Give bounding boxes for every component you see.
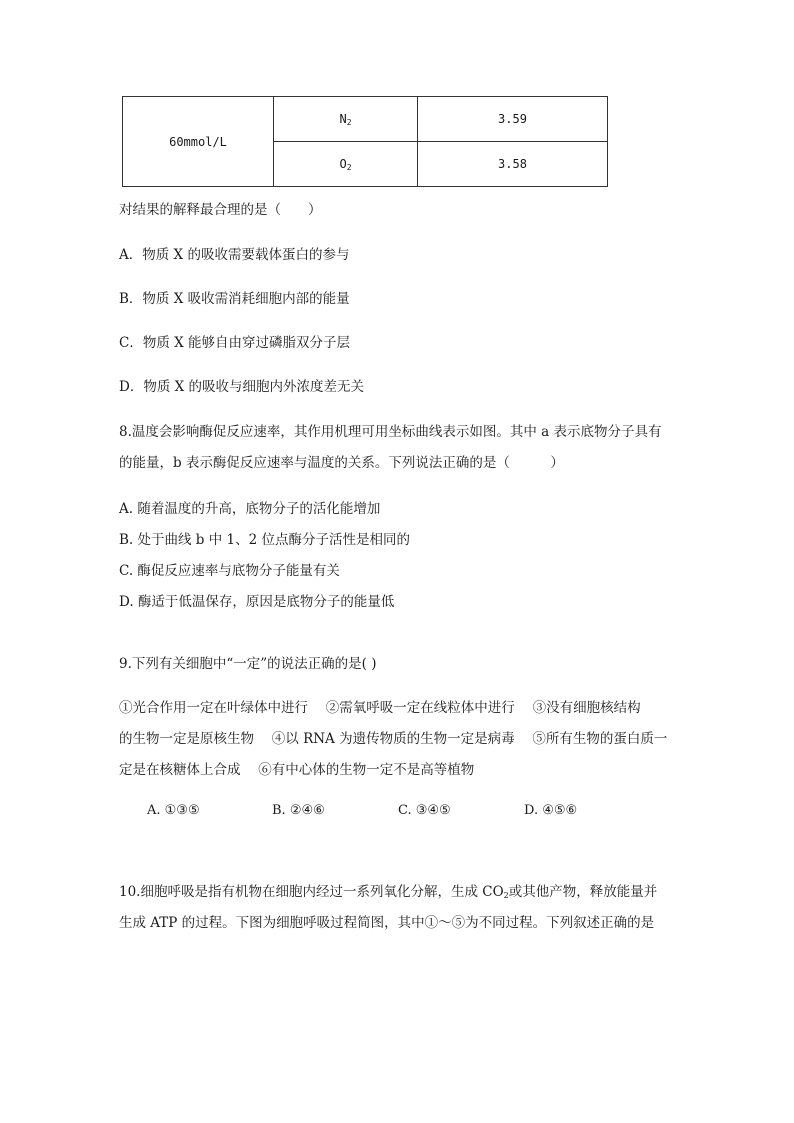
gas-subscript: 2	[346, 117, 352, 127]
q10-line1-text-b: 或其他产物，释放能量并	[508, 884, 658, 900]
value-cell	[418, 142, 608, 187]
q8-stem-line2: 的能量，b 表示酶促反应速率与温度的关系。下列说法正确的是（ ）	[119, 455, 564, 471]
q9-stem: 9.下列有关细胞中“一定”的说法正确的是( )	[119, 656, 377, 672]
gas-name: N	[339, 111, 347, 126]
concentration-text: 60mmol/L	[169, 134, 227, 149]
q7-option-c: C．物质 X 能够自由穿过磷脂双分子层	[119, 335, 351, 351]
q9-line3: 定是在核糖体上合成 ⑥有中心体的生物一定不是高等植物	[119, 762, 475, 778]
q8-stem-line1: 8.温度会影响酶促反应速率，其作用机理可用坐标曲线表示如图。其中 a 表示底物分子具有	[119, 424, 662, 440]
results-table	[122, 96, 608, 187]
concentration-cell	[123, 97, 274, 187]
table-row	[123, 97, 608, 142]
q10-line2: 生成 ATP 的过程。下图为细胞呼吸过程简图，其中①～⑤为不同过程。下列叙述正确的是	[119, 915, 655, 931]
q8-option-c: C. 酶促反应速率与底物分子能量有关	[119, 563, 340, 579]
q8-option-b: B. 处于曲线 b 中 1、2 位点酶分子活性是相同的	[119, 532, 410, 548]
q8-option-d: D. 酶适于低温保存，原因是底物分子的能量低	[119, 594, 395, 610]
gas-name: O	[339, 156, 347, 171]
q9-line2: 的生物一定是原核生物 ④以 RNA 为遗传物质的生物一定是病毒 ⑤所有生物的蛋白质一	[119, 731, 668, 747]
q10-line1-text-a: 10.细胞呼吸是指有机物在细胞内经过一系列氧化分解，生成 CO	[119, 884, 504, 900]
gas-subscript: 2	[346, 162, 352, 172]
q7-option-d: D．物质 X 的吸收与细胞内外浓度差无关	[119, 379, 365, 395]
q10-line1	[119, 880, 657, 900]
q9-line1: ①光合作用一定在叶绿体中进行 ②需氧呼吸一定在线粒体中进行 ③没有细胞核结构	[119, 700, 641, 716]
q7-option-b: B．物质 X 吸收需消耗细胞内部的能量	[119, 291, 350, 307]
value-text: 3.58	[498, 157, 527, 171]
q9-answer-d: D. ④⑤⑥	[524, 803, 578, 818]
q7-option-a: A．物质 X 的吸收需要载体蛋白的参与	[119, 247, 350, 263]
q9-answer-c: C. ③④⑤	[398, 803, 451, 818]
gas-cell	[274, 142, 418, 187]
value-cell	[418, 97, 608, 142]
gas-cell	[274, 97, 418, 142]
q8-option-a: A. 随着温度的升高，底物分子的活化能增加	[119, 501, 381, 517]
q7-stem: 对结果的解释最合理的是（ ）	[119, 202, 322, 218]
q10-co2-subscript: 2	[503, 891, 509, 900]
q9-answer-a: A. ①③⑤	[147, 803, 200, 818]
value-text: 3.59	[498, 112, 527, 126]
q9-answer-b: B. ②④⑥	[272, 803, 325, 818]
